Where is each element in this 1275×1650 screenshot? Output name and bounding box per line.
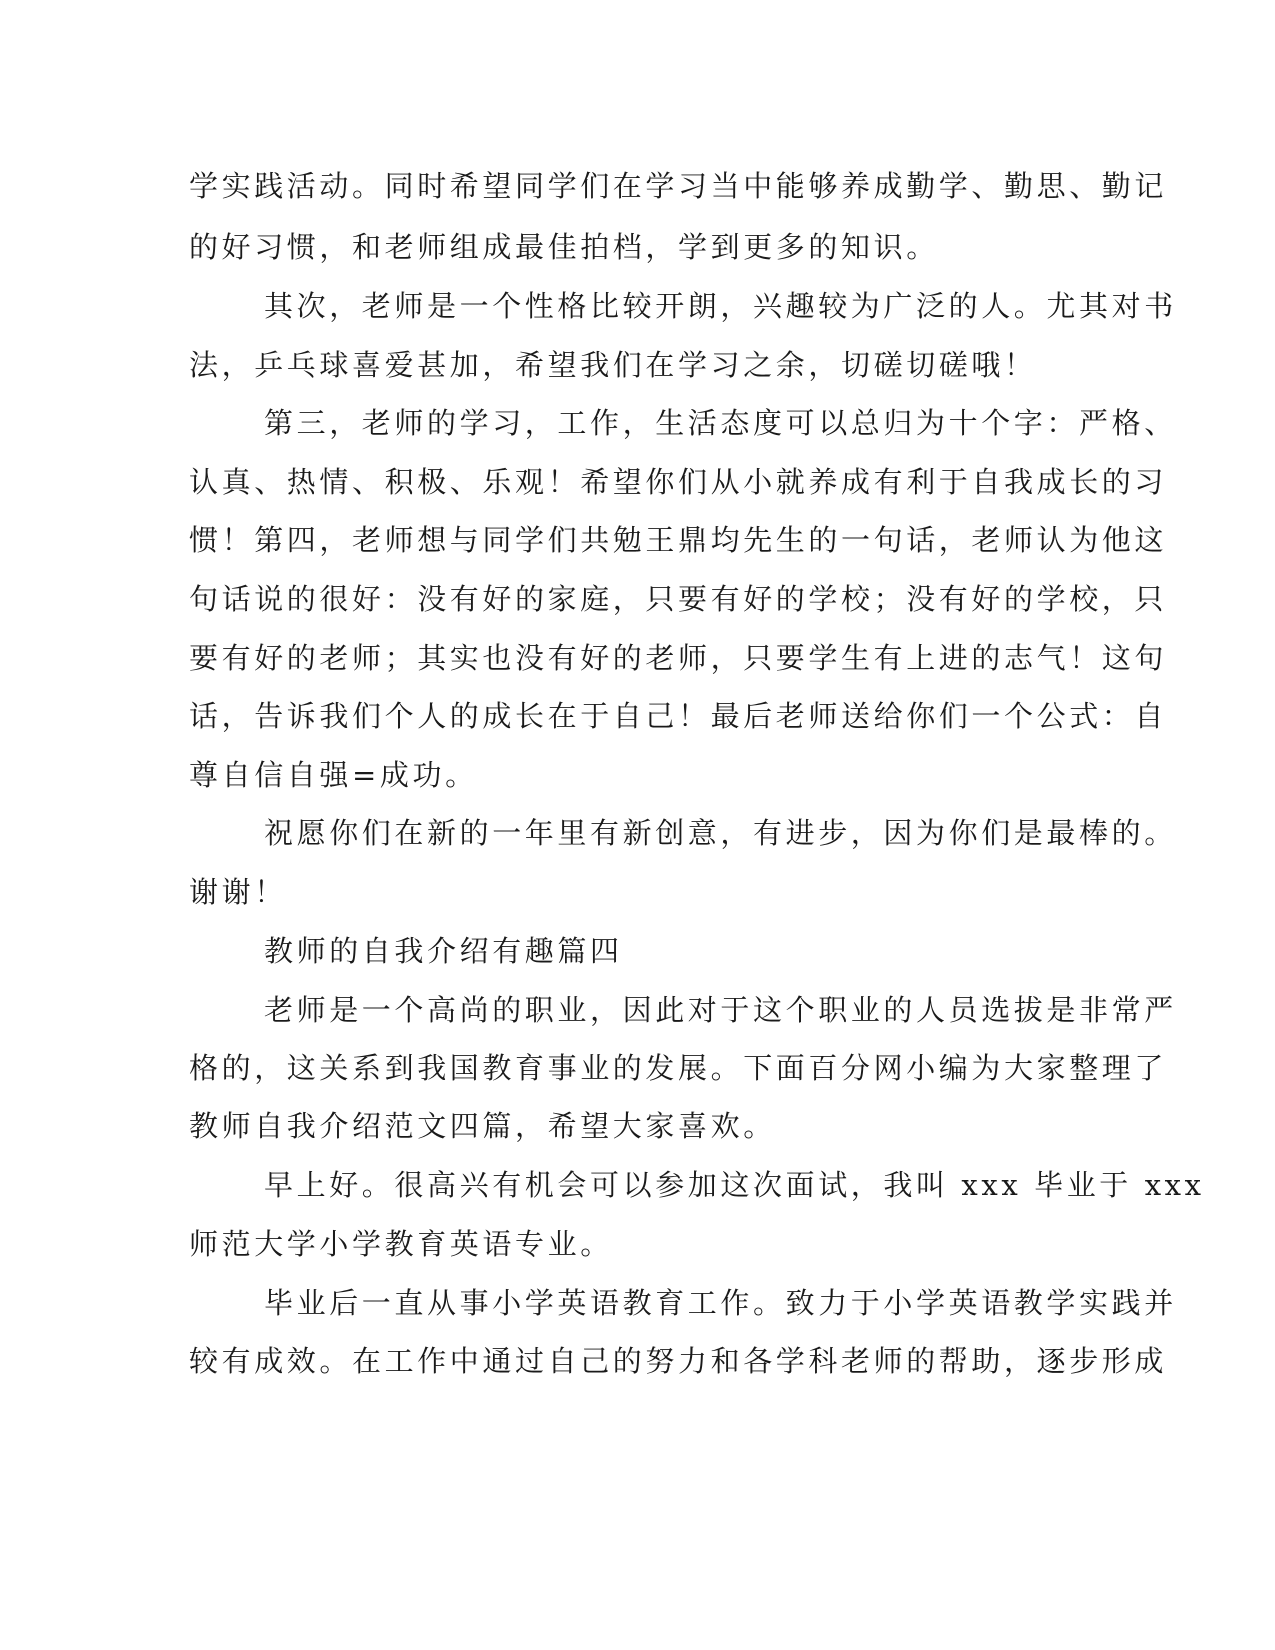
text-line: 的好习惯，和老师组成最佳拍档，学到更多的知识。: [189, 230, 939, 264]
text-line: 格的，这关系到我国教育事业的发展。下面百分网小编为大家整理了: [189, 1051, 1168, 1085]
paragraph-start-line: 早上好。很高兴有机会可以参加这次面试，我叫 xxx 毕业于 xxx: [264, 1168, 1205, 1202]
paragraph-start-line: 祝愿你们在新的一年里有新创意，有进步，因为你们是最棒的。: [264, 816, 1177, 850]
text-line: 教师自我介绍范文四篇，希望大家喜欢。: [189, 1109, 776, 1143]
text-line: 师范大学小学教育英语专业。: [189, 1227, 613, 1261]
paragraph-start-line: 毕业后一直从事小学英语教育工作。致力于小学英语教学实践并: [264, 1286, 1177, 1320]
text-line: 谢谢！: [189, 875, 287, 909]
text-line: 句话说的很好：没有好的家庭，只要有好的学校；没有好的学校，只: [189, 582, 1168, 616]
text-line: 尊自信自强=成功。: [189, 758, 478, 792]
text-line: 要有好的老师；其实也没有好的老师，只要学生有上进的志气！这句: [189, 641, 1168, 675]
text-line: 学实践活动。同时希望同学们在学习当中能够养成勤学、勤思、勤记: [189, 169, 1168, 203]
text-line: 惯！第四，老师想与同学们共勉王鼎均先生的一句话，老师认为他这: [189, 523, 1168, 557]
paragraph-start-line: 老师是一个高尚的职业，因此对于这个职业的人员选拔是非常严: [264, 993, 1177, 1027]
text-line: 话，告诉我们个人的成长在于自己！最后老师送给你们一个公式：自: [189, 699, 1168, 733]
text-line: 法，乒乓球喜爱甚加，希望我们在学习之余，切磋切磋哦！: [189, 348, 1037, 382]
section-heading: 教师的自我介绍有趣篇四: [264, 934, 623, 968]
paragraph-start-line: 第三，老师的学习，工作，生活态度可以总归为十个字：严格、: [264, 406, 1177, 440]
text-line: 较有成效。在工作中通过自己的努力和各学科老师的帮助，逐步形成: [189, 1344, 1168, 1378]
paragraph-start-line: 其次，老师是一个性格比较开朗，兴趣较为广泛的人。尤其对书: [264, 289, 1177, 323]
text-line: 认真、热情、积极、乐观！希望你们从小就养成有利于自我成长的习: [189, 465, 1168, 499]
